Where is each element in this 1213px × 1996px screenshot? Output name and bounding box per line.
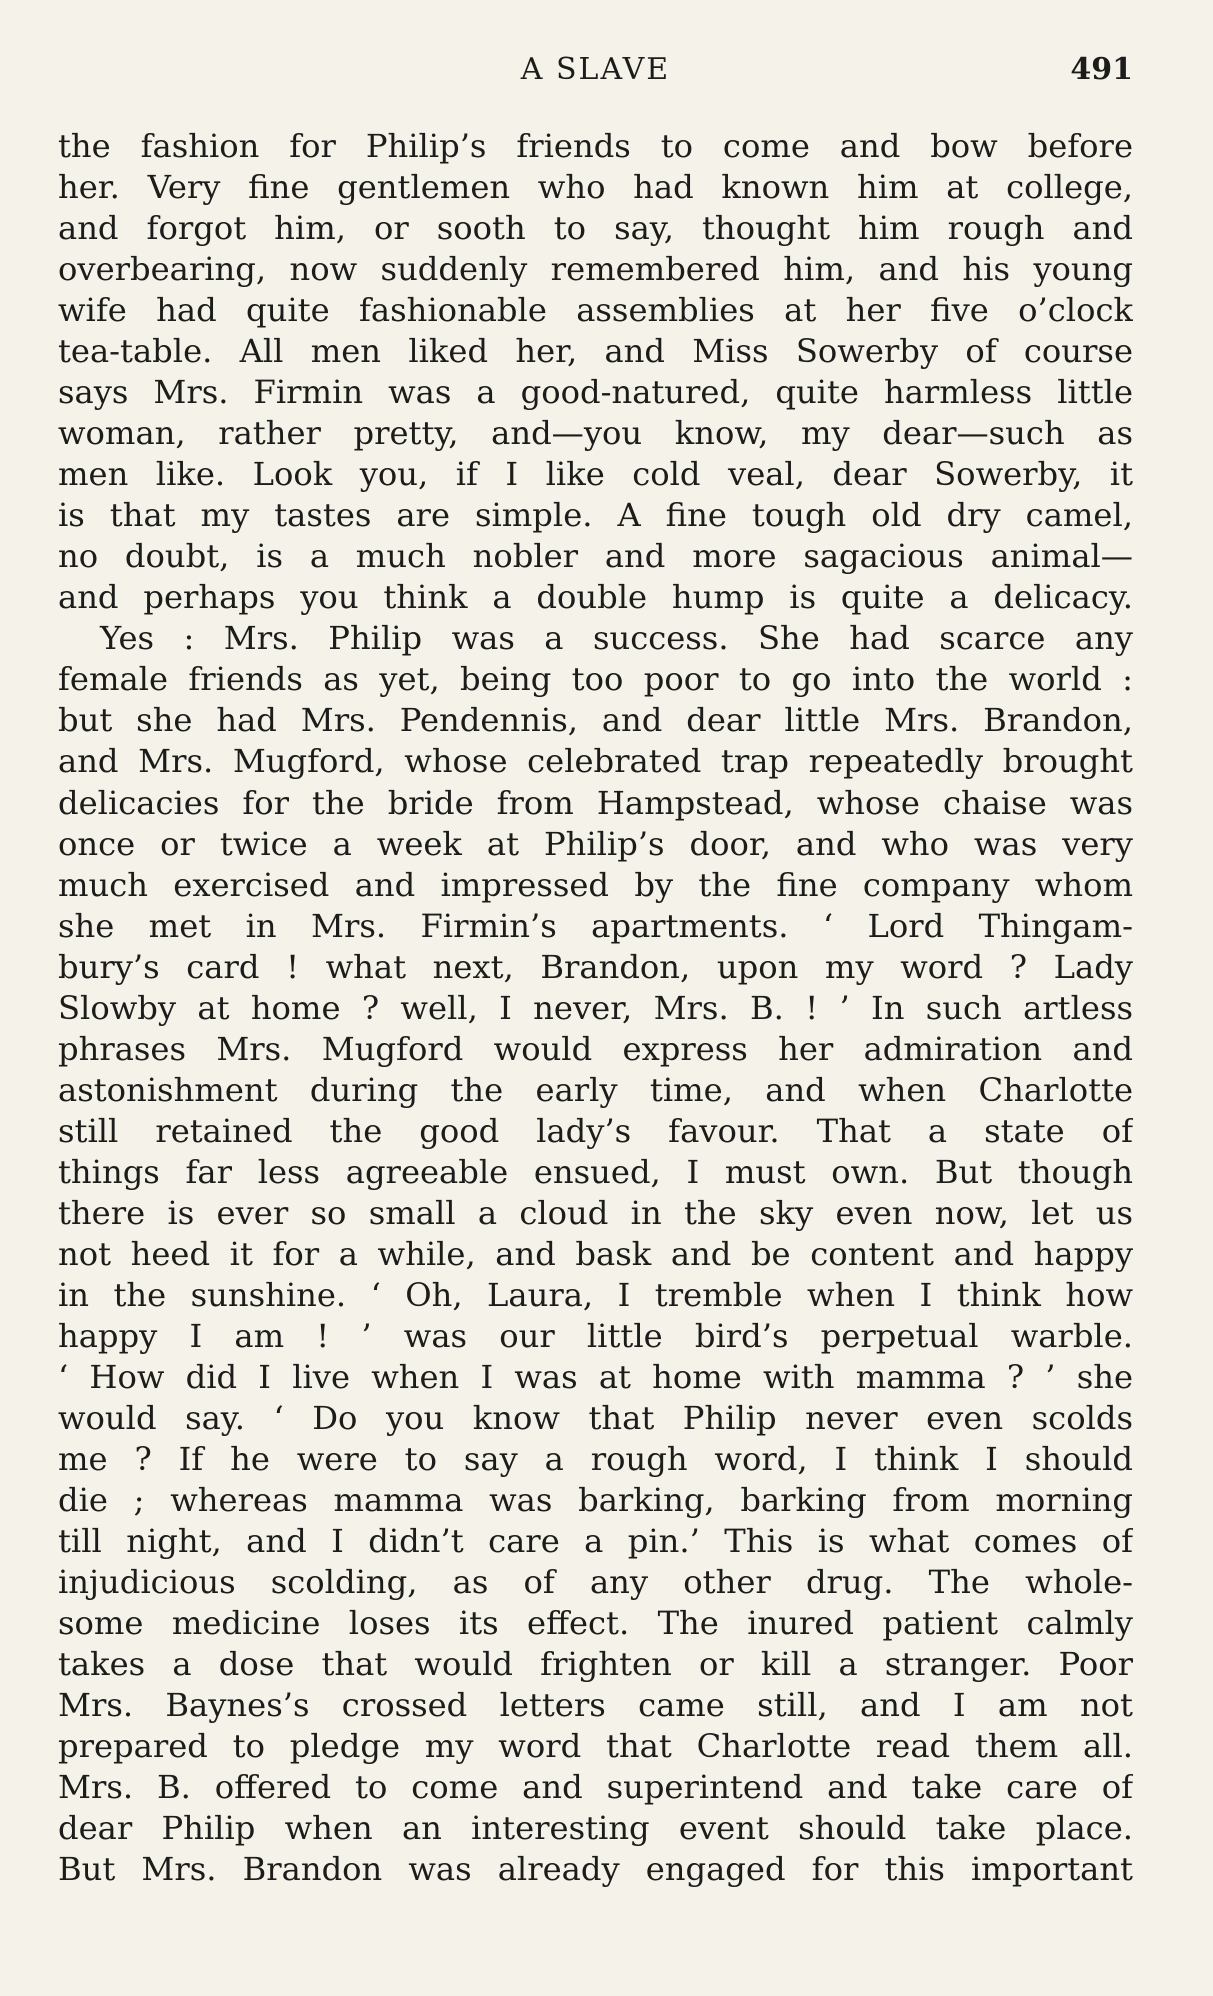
text-line: tea-table. All men liked her, and Miss Sowerby of course	[58, 332, 1133, 371]
running-head	[58, 50, 1133, 90]
text-line: there is ever so small a cloud in the sky even now, let us	[58, 1193, 1133, 1232]
text-line: is that my tastes are simple. A fine tough old dry camel,	[58, 496, 1133, 535]
text-line: and forgot him, or sooth to say, thought him rough and	[58, 209, 1133, 248]
text-line: astonishment during the early time, and when Charlotte	[58, 1070, 1133, 1109]
page-number: 491	[1070, 52, 1133, 87]
text-line: her. Very fine gentlemen who had known him at college,	[58, 168, 1133, 207]
text-line: overbearing, now suddenly remembered him, and his young	[58, 250, 1133, 289]
text-line: till night, and I didn’t care a pin.’ This is what comes of	[58, 1522, 1133, 1561]
text-line: Yes : Mrs. Philip was a success. She had scarce any	[100, 619, 1133, 658]
text-line: would say. ‘ Do you know that Philip never even scolds	[58, 1398, 1133, 1437]
text-line: wife had quite fashionable assemblies at her five o’clock	[58, 291, 1133, 330]
running-title: A SLAVE	[520, 52, 671, 87]
text-line: says Mrs. Firmin was a good-natured, quite harmless little	[58, 373, 1133, 412]
text-line: not heed it for a while, and bask and be content and happy	[58, 1234, 1133, 1273]
text-line: injudicious scolding, as of any other drug. The whole-	[58, 1563, 1133, 1602]
text-line: phrases Mrs. Mugford would express her admiration and	[58, 1029, 1133, 1068]
text-line: female friends as yet, being too poor to go into the world :	[58, 660, 1133, 699]
text-line: no doubt, is a much nobler and more sagacious animal—	[58, 537, 1133, 576]
text-line: things far less agreeable ensued, I must own. But though	[58, 1152, 1133, 1191]
text-line: Slowby at home ? well, I never, Mrs. B. ! ’ In such artless	[58, 988, 1133, 1027]
text-line: still retained the good lady’s favour. That a state of	[58, 1111, 1133, 1150]
text-line: Mrs. B. offered to come and superintend and take care of	[58, 1768, 1133, 1807]
text-line: bury’s card ! what next, Brandon, upon my word ? Lady	[58, 947, 1133, 986]
text-line: dear Philip when an interesting event should take place.	[58, 1809, 1133, 1848]
text-line: takes a dose that would frighten or kill a stranger. Poor	[58, 1645, 1133, 1684]
text-line: delicacies for the bride from Hampstead, whose chaise was	[58, 783, 1133, 822]
text-line: and Mrs. Mugford, whose celebrated trap repeatedly brought	[58, 742, 1133, 781]
text-line: once or twice a week at Philip’s door, and who was very	[58, 824, 1133, 863]
text-line: woman, rather pretty, and—you know, my dear—such as	[58, 414, 1133, 453]
text-line: the fashion for Philip’s friends to come and bow before	[58, 127, 1133, 165]
text-line: in the sunshine. ‘ Oh, Laura, I tremble when I think how	[58, 1275, 1133, 1314]
text-line: but she had Mrs. Pendennis, and dear little Mrs. Brandon,	[58, 701, 1133, 740]
text-line: much exercised and impressed by the fine company whom	[58, 865, 1133, 904]
text-line: But Mrs. Brandon was already engaged for this important	[58, 1850, 1133, 1889]
text-line: happy I am ! ’ was our little bird’s perpetual warble.	[58, 1316, 1133, 1355]
text-line: ‘ How did I live when I was at home with mamma ? ’ she	[58, 1357, 1133, 1396]
text-line: die ; whereas mamma was barking, barking from morning	[58, 1481, 1133, 1520]
text-line: me ? If he were to say a rough word, I think I should	[58, 1440, 1133, 1478]
body-text	[58, 126, 1133, 1890]
text-line: some medicine loses its effect. The inured patient calmly	[58, 1604, 1133, 1643]
text-line: she met in Mrs. Firmin’s apartments. ‘ Lord Thingam-	[58, 906, 1133, 945]
text-line: prepared to pledge my word that Charlotte read them all.	[58, 1727, 1133, 1766]
text-line: men like. Look you, if I like cold veal, dear Sowerby, it	[58, 455, 1133, 494]
text-line: and perhaps you think a double hump is quite a delicacy.	[58, 578, 1133, 617]
text-line: Mrs. Baynes’s crossed letters came still, and I am not	[58, 1686, 1133, 1725]
